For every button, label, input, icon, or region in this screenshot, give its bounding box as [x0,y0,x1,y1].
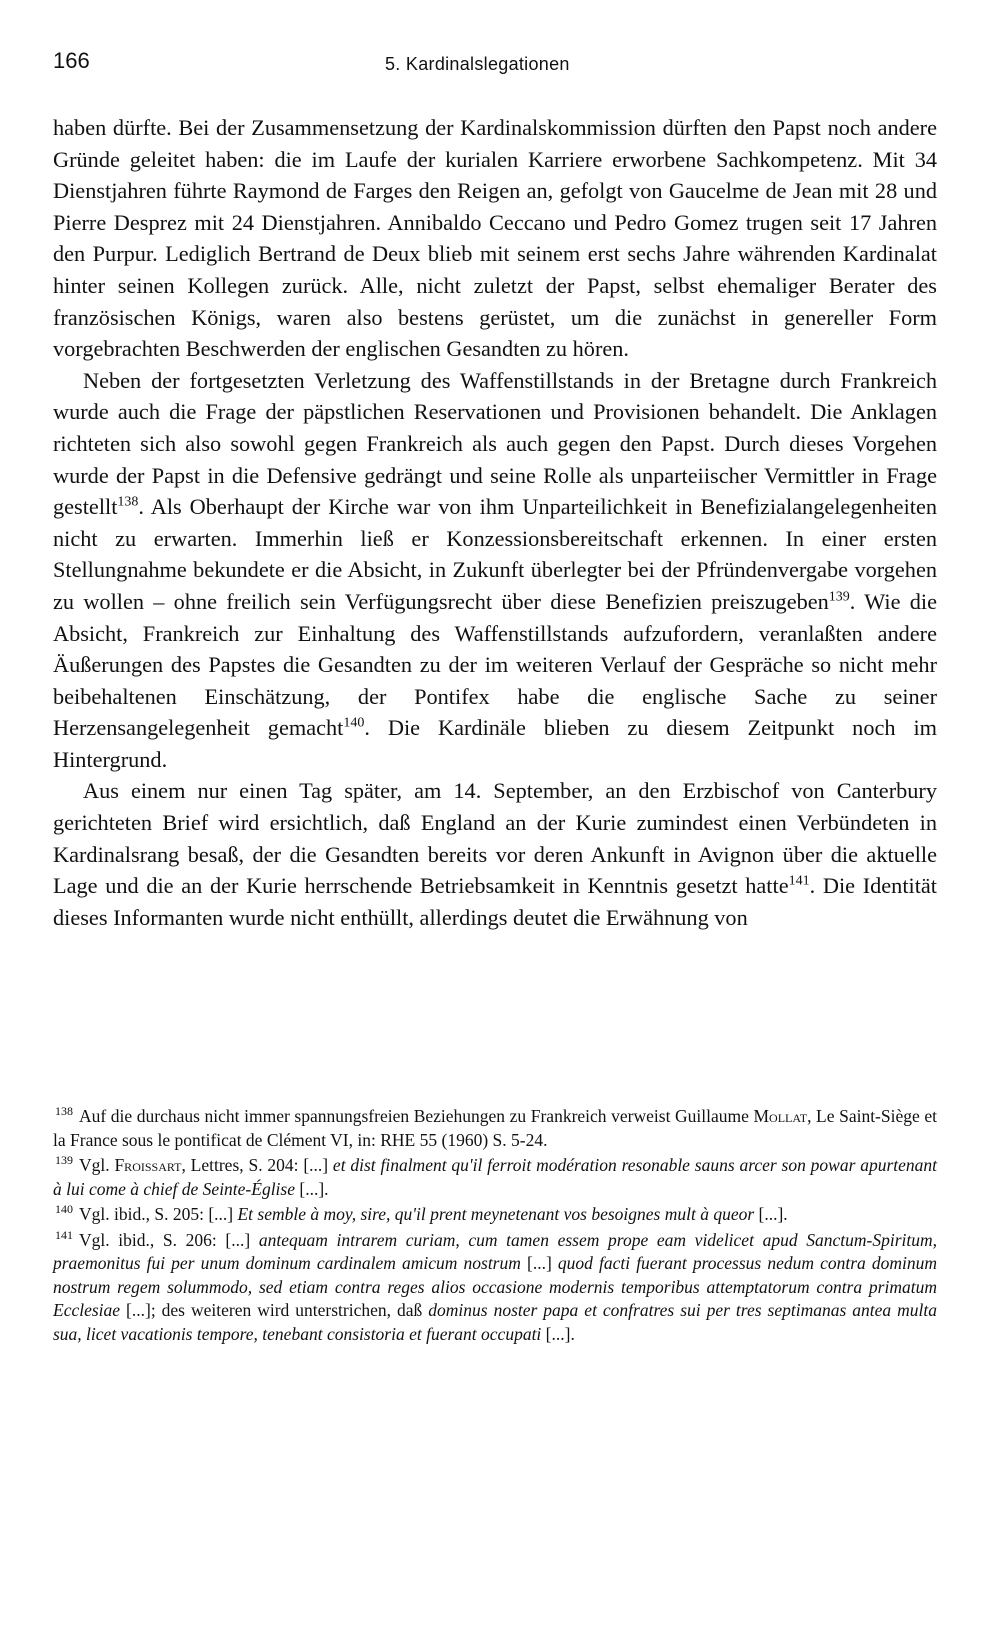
footnote-text: Vgl. ibid., S. 206: [...] [79,1229,259,1250]
footnote-141 [53,1229,937,1347]
paragraph-2-text-c: . Wie die Absicht, Frankreich zur Einhaltung des Waffenstillstands aufzufordern, veranlaßten andere Äußerungen des Papstes die Gesandten zu der im weiteren Verlauf der Gespräche so nicht mehr beibehaltenen Einschätzung, der Pontifex habe die englische Sache zu seiner Herzensangelegenheit gemacht [53,588,937,741]
page-number: 166 [53,48,90,73]
footnote-text: [...] [520,1253,558,1273]
footnote-quote: et dist finalment qu'il ferroit modération resonable sauns arcer son powar apurtenant à lui come à chief de Seinte-Église [53,1155,938,1199]
footnote-number: 141 [55,1227,73,1242]
footnote-number: 140 [55,1202,73,1217]
footnote-text: , Lettres, S. 204: [...] [181,1155,333,1175]
footnote-140 [53,1203,937,1227]
footnote-text: Vgl. ibid., S. 205: [...] [79,1204,238,1224]
footnote-ref-139[interactable]: 139 [828,589,850,605]
footnote-ref-140[interactable]: 140 [343,715,365,731]
footnote-ref-141[interactable]: 141 [788,873,810,889]
footnote-text: Auf die durchaus nicht immer spannungsfreien Beziehungen zu Frankreich verweist Guillaume [79,1106,754,1126]
footnote-quote: dominus noster papa et confratres sui per tres septimanas antea multa sua, licet vacationis tempore, tenebant consistoria et fuerant occupati [53,1300,937,1344]
paragraph-3-text-a: Aus einem nur einen Tag später, am 14. September, an den Erzbischof von Canterbury gerichteten Brief wird ersichtlich, daß England an der Kurie zumindest einen Verbündeten in Kardinalsrang besaß, der die Gesandten bereits vor deren Ankunft in Avignon über die aktuelle Lage und die an der Kurie herrschende Betriebsamkeit in Kenntnis gesetzt hatte [53,778,937,899]
footnote-text: Vgl. [79,1155,115,1175]
footnote-author: Mollat [753,1106,808,1126]
footnote-text: [...]; des weiteren wird unterstrichen, daß [120,1300,429,1320]
footnote-138 [53,1105,937,1152]
footnote-quote: Et semble à moy, sire, qu'il prent meynetenant vos besoignes mult à queor [237,1204,755,1224]
paragraph-2-text-b: . Als Oberhaupt der Kirche war von ihm Unparteilichkeit in Benefizialangelegenheiten nicht zu erwarten. Immerhin ließ er Konzessionsbereitschaft erkennen. In einer ersten Stellungnahme bekundete er die Absicht, in Zukunft überlegter bei der Pfründenvergabe vorgehen zu wollen – ohne freilich sein Verfügungsrecht über diese Benefizien preiszugeben [53,494,937,614]
paragraph-2-text-d: . Die Kardinäle blieben zu diesem Zeitpunkt noch im Hintergrund. [53,715,937,772]
footnote-text: [...]. [295,1178,329,1199]
footnote-number: 138 [55,1104,73,1119]
paragraph-3-text-b: . Die Identität dieses Informanten wurde nicht enthüllt, allerdings deutet die Erwähnung von [53,873,937,930]
footnote-text: , Le Saint-Siège et la France sous le pontificat de Clément VI, in: RHE 55 (1960) S. 5-24. [53,1106,937,1150]
footnotes [53,1105,937,1348]
running-title: 5. Kardinalslegationen [385,54,570,74]
paragraph-1: haben dürfte. Bei der Zusammensetzung der Kardinalskommission dürften den Papst noch andere Gründe geleitet haben: die im Laufe der kurialen Karriere erworbene Sachkompetenz. Mit 34 Dienstjahren führte Raymond de Farges den Reigen an, gefolgt von Gaucelme de Jean mit 28 und Pierre Desprez mit 24 Dienstjahren. Annibaldo Ceccano und Pedro Gomez trugen seit 17 Jahren den Purpur. Lediglich Bertrand de Deux blieb mit seinem erst sechs Jahre währenden Kardinalat hinter seinen Kollegen zurück. Alle, nicht zuletzt der Papst, selbst ehemaliger Berater des französischen Königs, waren also bestens gerüstet, um die zunächst in genereller Form vorgebrachten Beschwerden der englischen Gesandten zu hören. [53,115,937,362]
footnote-number: 139 [55,1153,73,1168]
footnote-139 [53,1154,937,1201]
footnote-quote: quod facti fuerant processus nedum contra dominum nostrum regem solummodo, sed etiam contra reges alios occasione modernis temporibus attemptatorum contra primatum Ecclesiae [53,1253,938,1320]
footnote-text: [...]. [754,1204,788,1224]
footnote-quote: antequam intrarem curiam, cum tamen essem prope eam videlicet apud Sanctum-Spiritum, praemonitus fui per unum dominum cardinalem amicum nostrum [53,1229,937,1273]
paragraph-2-text-a: Neben der fortgesetzten Verletzung des Waffenstillstands in der Bretagne durch Frankreich wurde auch die Frage der päpstlichen Reservationen und Provisionen behandelt. Die Anklagen richteten sich also sowohl gegen Frankreich als auch gegen den Papst. Durch dieses Vorgehen wurde der Papst in die Defensive gedrängt und seine Rolle als unparteiischer Vermittler in Frage gestellt [53,367,937,520]
main-text [53,112,937,933]
paragraph-3 [53,775,937,933]
footnote-text: [...]. [541,1323,575,1344]
page-header [53,48,947,78]
footnote-ref-138[interactable]: 138 [117,494,139,510]
footnote-author: Froissart [114,1155,182,1175]
paragraph-2 [53,365,937,776]
